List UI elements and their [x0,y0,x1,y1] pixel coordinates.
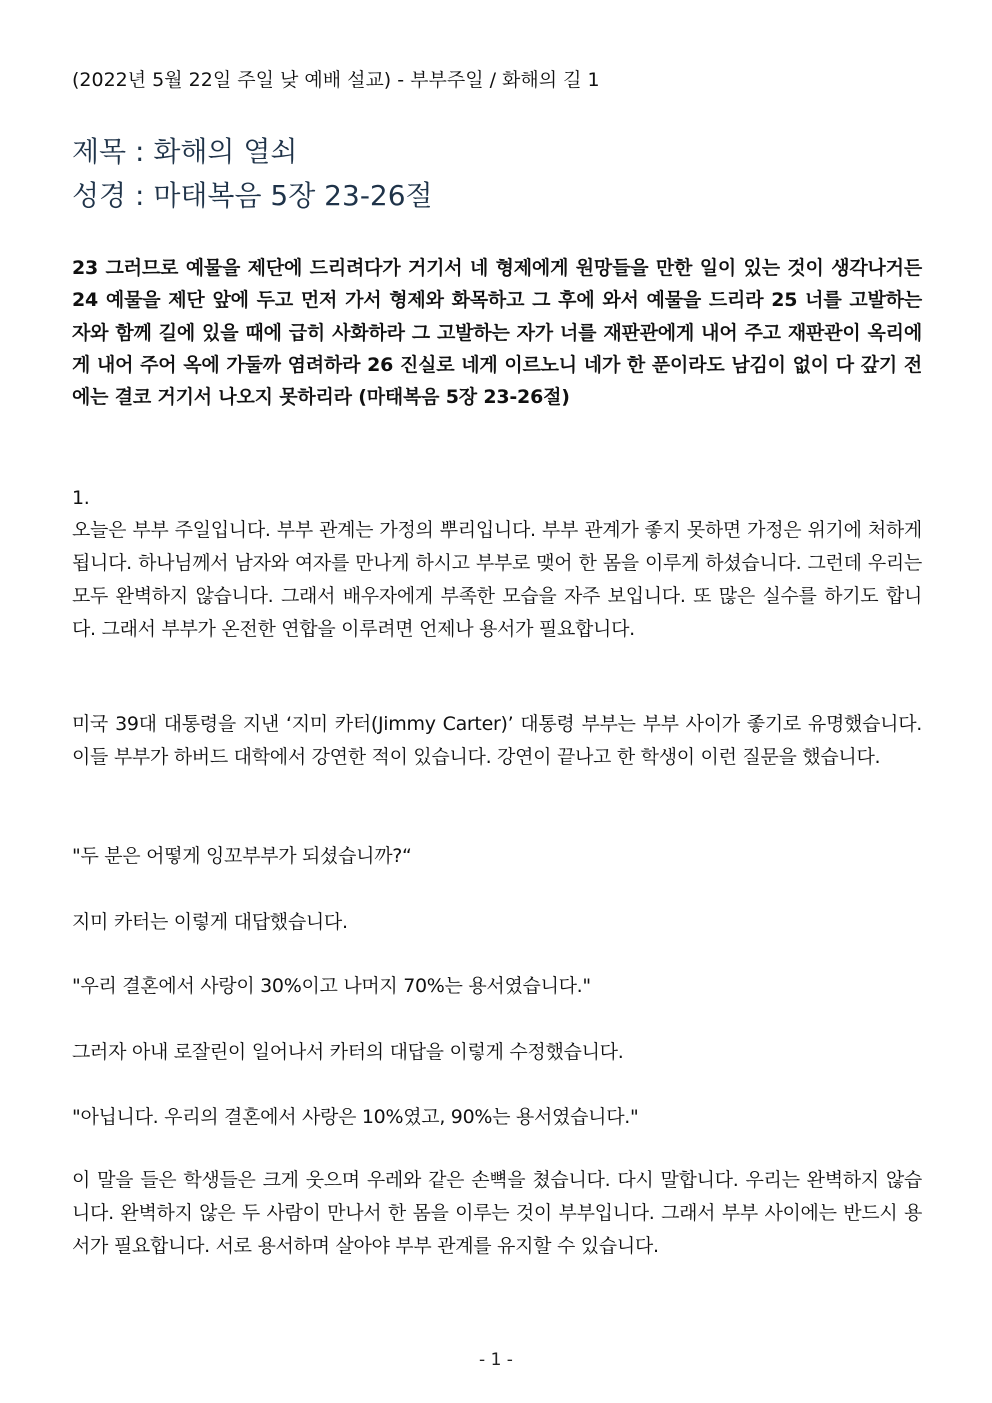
quote-carter: "우리 결혼에서 사랑이 30%이고 나머지 70%는 용서였습니다." [72,975,591,997]
rosalynn-correction-intro: 그러자 아내 로잘린이 일어나서 카터의 대답을 이렇게 수정했습니다. [72,1041,624,1063]
scripture-reference: 성경 : 마태복음 5장 23-26절 [72,179,433,212]
page-number: - 1 - [479,1350,513,1370]
paragraph-3: 이 말을 들은 학생들은 크게 웃으며 우레와 같은 손뼉을 쳤습니다. 다시 말합니다. 우리는 완벽하지 않습니다. 완벽하지 않은 두 사람이 만나서 한 몸을 이루는 것이 부부입니다. 그래서 부부 사이에는 반드시 용서가 필요합니다. 서로 용서하며 살아야 부부 관계를 유지할 수 있습니다. [72,1169,922,1257]
quote-question: "두 분은 어떻게 잉꼬부부가 되셨습니까?“ [72,845,412,867]
quote-rosalynn: "아닙니다. 우리의 결혼에서 사랑은 10%였고, 90%는 용서였습니다." [72,1106,639,1128]
paragraph-2: 미국 39대 대통령을 지낸 ‘지미 카터(Jimmy Carter)’ 대통령 부부는 부부 사이가 좋기로 유명했습니다. 이들 부부가 하버드 대학에서 강연한 적이 있습니다. 강연이 끝나고 한 학생이 이런 질문을 했습니다. [72,713,922,768]
carter-answer-intro: 지미 카터는 이렇게 대답했습니다. [72,911,348,933]
paragraph-1: 오늘은 부부 주일입니다. 부부 관계는 가정의 뿌리입니다. 부부 관계가 좋지 못하면 가정은 위기에 처하게 됩니다. 하나님께서 남자와 여자를 만나게 하시고 부부로 맺어 한 몸을 이루게 하셨습니다. 그런데 우리는 모두 완벽하지 않습니다. 그래서 배우자에게 부족한 모습을 자주 보입니다. 또 많은 실수를 하기도 합니다. 그래서 부부가 온전한 연합을 이루려면 언제나 용서가 필요합니다. [72,519,922,640]
section-number: 1. [72,487,90,509]
scripture-passage: 23 그러므로 예물을 제단에 드리려다가 거기서 네 형제에게 원망들을 만한 일이 있는 것이 생각나거든 24 예물을 제단 앞에 두고 먼저 가서 형제와 화목하고 그 후에 와서 예물을 드리라 25 너를 고발하는 자와 함께 길에 있을 때에 급히 사화하라 그 고발하는 자가 너를 재판관에게 내어 주고 재판관이 옥리에게 내어 주어 옥에 가둘까 염려하라 26 진실로 네게 이르노니 네가 한 푼이라도 남김이 없이 다 갚기 전에는 결코 거기서 나오지 못하리라 (마태복음 5장 23-26절) [72,257,922,409]
sermon-title: 제목 : 화해의 열쇠 [72,135,298,168]
sermon-header: (2022년 5월 22일 주일 낮 예배 설교) - 부부주일 / 화해의 길 1 [72,69,600,91]
